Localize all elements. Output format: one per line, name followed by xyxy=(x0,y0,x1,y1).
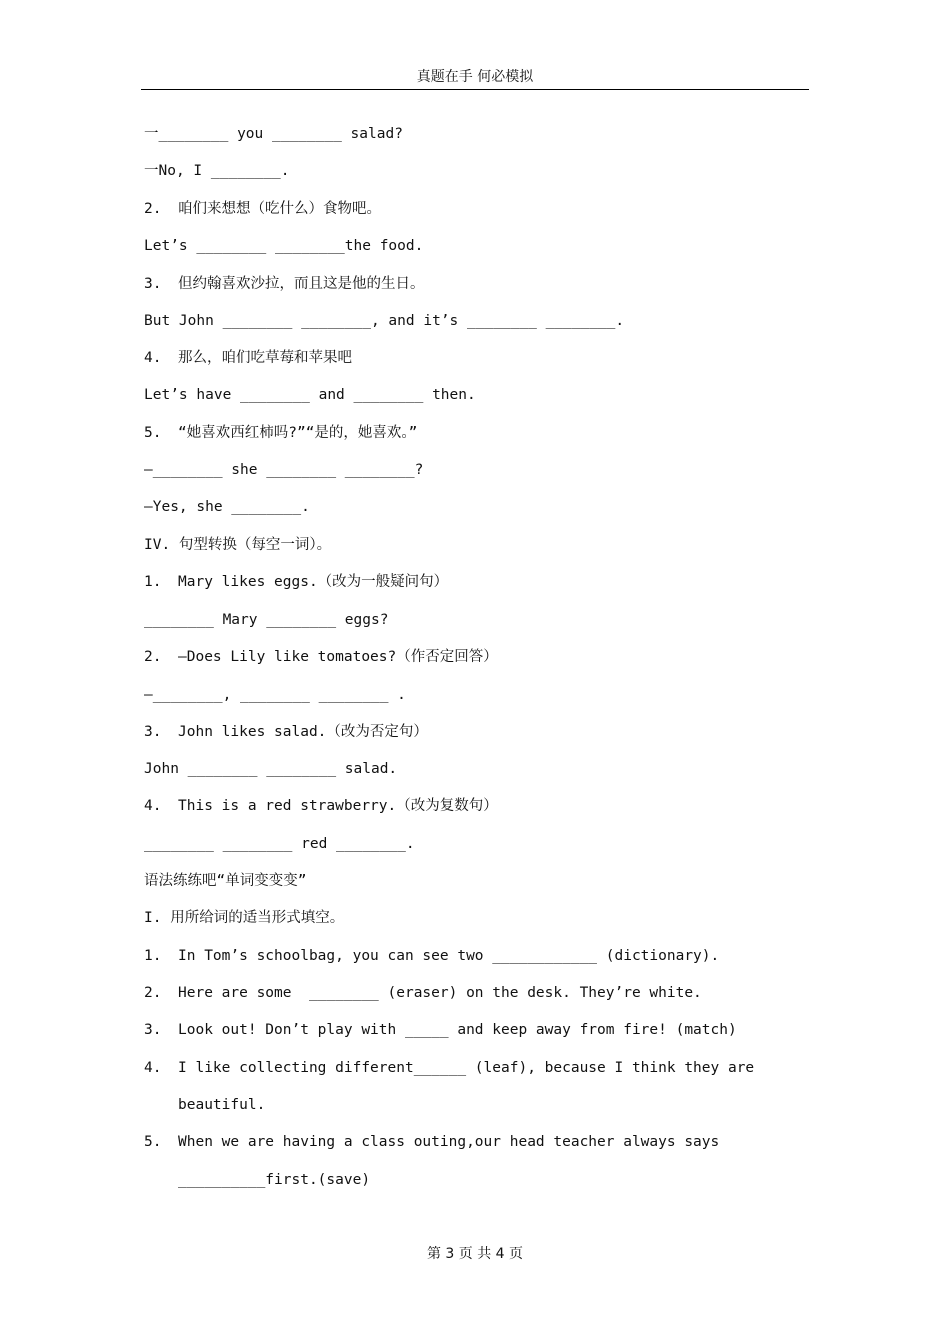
line-text: I. 用所给词的适当形式填空。 xyxy=(144,910,345,926)
question-line xyxy=(144,199,381,219)
question-line xyxy=(144,796,498,816)
question-number: 2. xyxy=(144,985,162,1001)
text-line xyxy=(144,161,289,181)
text-line xyxy=(144,685,406,705)
text-line xyxy=(144,460,423,480)
question-number: 5. xyxy=(144,1134,162,1150)
line-text: Let’s have ________ and ________ then. xyxy=(144,387,476,403)
question-line xyxy=(144,348,352,368)
question-number: 3. xyxy=(144,276,162,292)
line-text: 但约翰喜欢沙拉，而且这是他的生日。 xyxy=(178,276,425,292)
question-line xyxy=(144,1020,737,1040)
line-text: In Tom’s schoolbag, you can see two ____________ (dictionary). xyxy=(178,948,720,964)
text-line xyxy=(144,311,624,331)
section-heading xyxy=(144,908,344,928)
text-line xyxy=(144,759,397,779)
continuation-line xyxy=(178,1095,265,1115)
text-line xyxy=(144,236,423,256)
question-number: 1. xyxy=(144,948,162,964)
line-text: ________ Mary ________ eggs? xyxy=(144,612,389,628)
page-number: 第 3 页 共 4 页 xyxy=(426,1246,524,1262)
line-text: When we are having a class outing,our head teacher always says xyxy=(178,1134,720,1150)
question-line xyxy=(144,1058,754,1078)
line-text: 语法练练吧“单词变变变” xyxy=(144,873,307,889)
line-text: I like collecting different______ (leaf), because I think they are xyxy=(178,1060,755,1076)
line-text: beautiful. xyxy=(178,1097,266,1113)
question-number: 1. xyxy=(144,574,162,590)
line-text: 一No, I ________. xyxy=(144,163,290,179)
text-line xyxy=(144,834,415,854)
line-text: —Yes, she ________. xyxy=(144,499,310,515)
line-text: IV. 句型转换（每空一词）。 xyxy=(144,537,332,553)
line-text: 咱们来想想（吃什么）食物吧。 xyxy=(178,201,381,217)
question-line xyxy=(144,647,498,667)
line-text: —Does Lily like tomatoes?（作否定回答） xyxy=(178,649,498,665)
line-text: __________first.(save) xyxy=(178,1172,371,1188)
text-line xyxy=(144,385,476,405)
question-line xyxy=(144,274,425,294)
line-text: “她喜欢西红柿吗?”“是的，她喜欢。” xyxy=(178,425,418,441)
question-number: 3. xyxy=(144,724,162,740)
question-line xyxy=(144,722,428,742)
question-line xyxy=(144,423,417,443)
line-text: —________, ________ ________ . xyxy=(144,687,406,703)
line-text: But John ________ ________, and it’s ________ ________. xyxy=(144,313,625,329)
question-line xyxy=(144,572,448,592)
line-text: 那么，咱们吃草莓和苹果吧 xyxy=(178,350,352,366)
line-text: This is a red strawberry.（改为复数句） xyxy=(178,798,498,814)
line-text: Let’s ________ ________the food. xyxy=(144,238,424,254)
question-line xyxy=(144,983,702,1003)
question-line xyxy=(144,1132,719,1152)
line-text: John likes salad.（改为否定句） xyxy=(178,724,428,740)
line-text: 一________ you ________ salad? xyxy=(144,126,403,142)
question-number: 4. xyxy=(144,798,162,814)
question-number: 5. xyxy=(144,425,162,441)
page-header-title: 真题在手 何必模拟 xyxy=(416,69,534,85)
question-number: 4. xyxy=(144,1060,162,1076)
section-heading xyxy=(144,535,331,555)
line-text: Here are some ________ (eraser) on the desk. They’re white. xyxy=(178,985,702,1001)
line-text: —________ she ________ ________? xyxy=(144,462,424,478)
line-text: Mary likes eggs.（改为一般疑问句） xyxy=(178,574,449,590)
header-divider xyxy=(141,89,809,90)
continuation-line xyxy=(178,1170,370,1190)
question-number: 4. xyxy=(144,350,162,366)
line-text: John ________ ________ salad. xyxy=(144,761,398,777)
section-heading xyxy=(144,871,306,891)
text-line xyxy=(144,124,403,144)
question-number: 2. xyxy=(144,649,162,665)
line-text: Look out! Don’t play with _____ and keep away from fire! (match) xyxy=(178,1022,737,1038)
text-line xyxy=(144,610,388,630)
question-number: 3. xyxy=(144,1022,162,1038)
text-line xyxy=(144,497,310,517)
line-text: ________ ________ red ________. xyxy=(144,836,415,852)
question-line xyxy=(144,946,719,966)
question-number: 2. xyxy=(144,201,162,217)
